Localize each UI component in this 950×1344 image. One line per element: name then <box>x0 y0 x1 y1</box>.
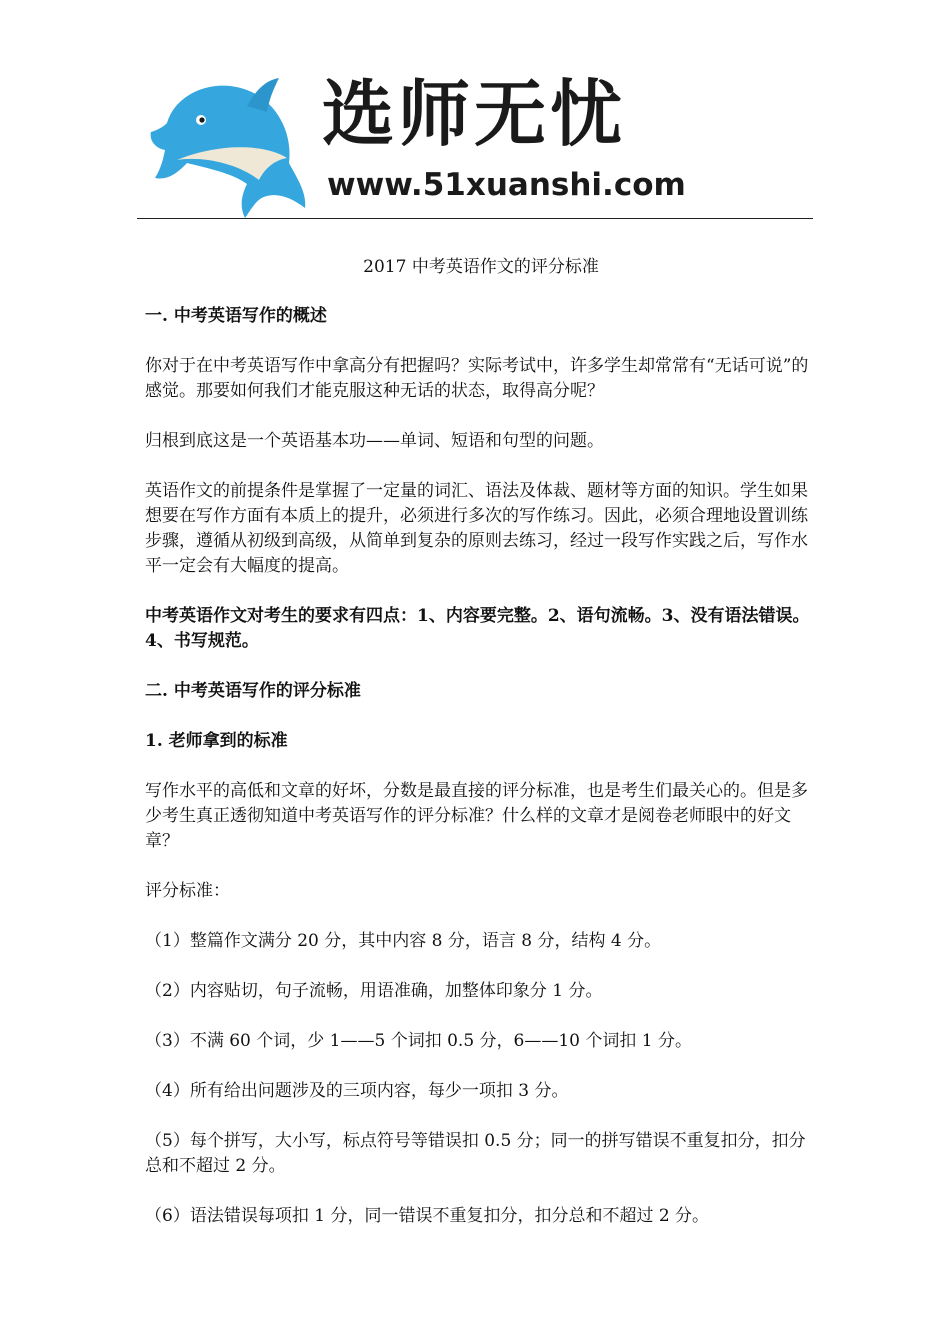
criteria-item-1: （1）整篇作文满分 20 分，其中内容 8 分，语言 8 分，结构 4 分。 <box>145 931 662 951</box>
paragraph-requirements: 中考英语作文对考生的要求有四点：1、内容要完整。2、语句流畅。3、没有语法错误。4、书写规范。 <box>145 606 810 651</box>
section-heading-2: 二. 中考英语写作的评分标准 <box>145 681 361 701</box>
subsection-heading-1: 1. 老师拿到的标准 <box>145 731 288 751</box>
criteria-item-3: （3）不满 60 个词，少 1——5 个词扣 0.5 分，6——10 个词扣 1 分。 <box>145 1031 693 1051</box>
paragraph-1: 你对于在中考英语写作中拿高分有把握吗？实际考试中，许多学生却常常有“无话可说”的感觉。那要如何我们才能克服这种无话的状态，取得高分呢？ <box>145 356 809 401</box>
section-heading-1: 一. 中考英语写作的概述 <box>145 306 327 326</box>
criteria-item-4: （4）所有给出问题涉及的三项内容，每少一项扣 3 分。 <box>145 1081 569 1101</box>
brand-url: www.51xuanshi.com <box>327 167 686 203</box>
header-logo <box>137 60 813 220</box>
criteria-label: 评分标准： <box>145 881 230 901</box>
paragraph-2: 归根到底这是一个英语基本功——单词、短语和句型的问题。 <box>145 431 604 451</box>
dolphin-logo-icon <box>147 68 307 218</box>
criteria-item-6: （6）语法错误每项扣 1 分，同一错误不重复扣分，扣分总和不超过 2 分。 <box>145 1206 710 1226</box>
paragraph-3: 英语作文的前提条件是掌握了一定量的词汇、语法及体裁、题材等方面的知识。学生如果想要在写作方面有本质上的提升，必须进行多次的写作练习。因此，必须合理地设置训练步骤，遵循从初级到高级，从简单到复杂的原则去练习，经过一段写作实践之后，写作水平一定会有大幅度的提高。 <box>145 481 808 576</box>
paragraph-5: 写作水平的高低和文章的好坏，分数是最直接的评分标准，也是考生们最关心的。但是多少考生真正透彻知道中考英语写作的评分标准？什么样的文章才是阅卷老师眼中的好文章？ <box>145 781 808 851</box>
brand-name: 选师无忧 <box>322 72 627 156</box>
document-body <box>145 255 817 1254</box>
document-title: 2017 中考英语作文的评分标准 <box>363 257 599 277</box>
criteria-item-5: （5）每个拼写，大小写，标点符号等错误扣 0.5 分；同一的拼写错误不重复扣分，扣分总和不超过 2 分。 <box>145 1131 806 1176</box>
header-divider <box>137 218 813 219</box>
criteria-item-2: （2）内容贴切，句子流畅，用语准确，加整体印象分 1 分。 <box>145 981 603 1001</box>
